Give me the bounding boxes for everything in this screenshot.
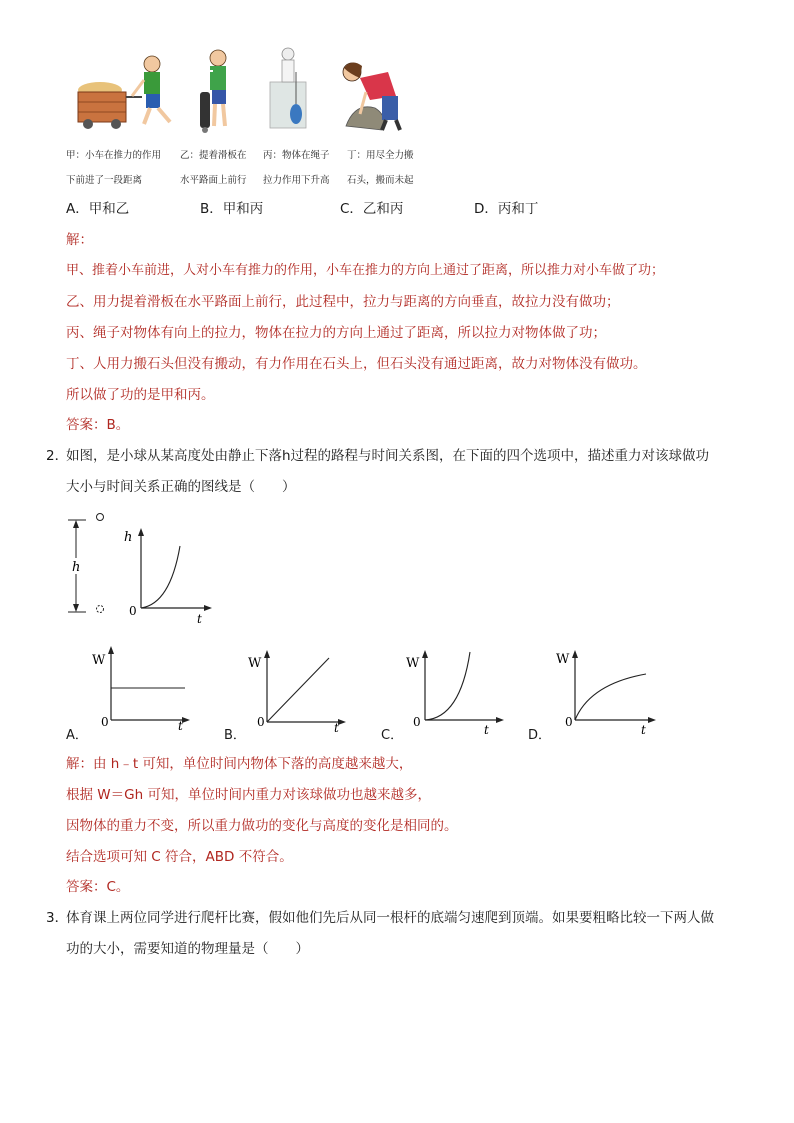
q2-solution-line2: 根据 W＝Gh 可知，单位时间内重力对该球做功也越来越多， — [66, 787, 431, 803]
q2-graph-b[interactable] — [242, 644, 352, 734]
q2-fall-diagram — [62, 508, 222, 628]
q1-option-a[interactable]: A．甲和乙 — [66, 201, 130, 217]
q2-graph-c[interactable] — [400, 644, 510, 734]
w-axis-label: W — [248, 656, 262, 671]
q2-graph-d[interactable] — [550, 644, 660, 734]
q1-solution-bing: 丙、绳子对物体有向上的拉力，物体在拉力的方向上通过了距离，所以拉力对物体做了功； — [66, 325, 606, 341]
q2-solution-line3: 因物体的重力不变，所以重力做功的变化与高度的变化是相同的。 — [66, 818, 458, 834]
caption-jia-line2: 下前进了一段距离 — [66, 175, 143, 186]
q2-graph-a[interactable] — [86, 640, 196, 730]
q2-number: 2． — [46, 448, 69, 464]
caption-yi-line2: 水平路面上前行 — [180, 175, 247, 186]
q1-solution-label: 解： — [66, 232, 93, 248]
q1-solution-conclusion: 所以做了功的是甲和丙。 — [66, 387, 215, 403]
q1-option-d[interactable]: D．丙和丁 — [474, 201, 539, 217]
t-axis-label: t — [484, 723, 489, 734]
q3-number: 3． — [46, 910, 69, 926]
w-t-line-linear — [267, 658, 329, 722]
q2-stem-line1: 如图，是小球从某高度处由静止下落h过程的路程与时间关系图，在下面的四个选项中，描述重力对该球做功 — [66, 448, 710, 464]
q3-stem-line2: 功的大小，需要知道的物理量是（ ） — [66, 941, 309, 957]
q1-solution-jia: 甲、推着小车前进，人对小车有推力的作用，小车在推力的方向上通过了距离，所以推力对小车做了功； — [66, 263, 665, 278]
origin-label: 0 — [257, 715, 265, 729]
cart-push-illustration — [78, 56, 170, 129]
ball-start-icon — [97, 514, 104, 521]
rock-lift-illustration — [343, 62, 400, 130]
caption-jia-line1: 甲：小车在推力的作用 — [66, 150, 162, 161]
h-height-label: h — [72, 560, 81, 575]
caption-ding-line1: 丁：用尽全力搬 — [347, 150, 414, 161]
q2-solution-line1: 解：由 h﹣t 可知，单位时间内物体下落的高度越来越大， — [66, 756, 413, 772]
q1-illustrations — [70, 42, 420, 142]
q2-option-b-label[interactable]: B． — [224, 728, 246, 743]
skateboard-carry-illustration — [200, 50, 226, 133]
q2-answer: 答案：C。 — [66, 879, 130, 895]
h-t-curve — [141, 546, 180, 608]
caption-ding-line2: 石头，搬而未起 — [347, 175, 414, 186]
caption-yi-line1: 乙：提着滑板在 — [180, 150, 247, 161]
q1-solution-ding: 丁、人用力搬石头但没有搬动，有力作用在石头上，但石头没有通过距离，故力对物体没有做功。 — [66, 356, 647, 372]
q2-option-a-label[interactable]: A． — [66, 728, 88, 743]
caption-bing-line1: 丙：物体在绳子 — [263, 150, 330, 161]
caption-bing-line2: 拉力作用下升高 — [263, 175, 330, 186]
h-axis-label: h — [124, 530, 133, 545]
q1-option-c[interactable]: C．乙和丙 — [340, 201, 404, 217]
q3-stem-line1: 体育课上两位同学进行爬杆比赛，假如他们先后从同一根杆的底端匀速爬到顶端。如果要粗略比较一下两人做 — [66, 910, 714, 926]
q2-solution-line4: 结合选项可知 C 符合，ABD 不符合。 — [66, 849, 293, 865]
q1-option-b[interactable]: B．甲和丙 — [200, 201, 264, 217]
t-axis-label: t — [641, 723, 646, 734]
w-t-curve-concave — [575, 674, 646, 720]
w-axis-label: W — [406, 656, 420, 671]
w-t-curve-convex — [425, 652, 470, 720]
q2-option-d-label[interactable]: D． — [528, 728, 552, 743]
q2-option-c-label[interactable]: C． — [381, 728, 404, 743]
origin-label: 0 — [101, 715, 109, 729]
t-axis-label: t — [334, 721, 339, 734]
origin-label: 0 — [565, 715, 573, 729]
origin-label: 0 — [413, 715, 421, 729]
q1-answer: 答案：B。 — [66, 417, 130, 433]
w-axis-label: W — [556, 652, 570, 667]
ball-end-icon — [97, 606, 104, 613]
t-axis-label: t — [178, 719, 183, 730]
q1-solution-yi: 乙、用力提着滑板在水平路面上前行，此过程中，拉力与距离的方向垂直，故拉力没有做功； — [66, 294, 620, 310]
rope-lift-illustration — [270, 48, 306, 128]
q2-stem-line2: 大小与时间关系正确的图线是（ ） — [66, 479, 296, 495]
t-axis-label: t — [197, 612, 202, 626]
origin-label: 0 — [129, 604, 137, 618]
w-axis-label: W — [92, 653, 106, 668]
